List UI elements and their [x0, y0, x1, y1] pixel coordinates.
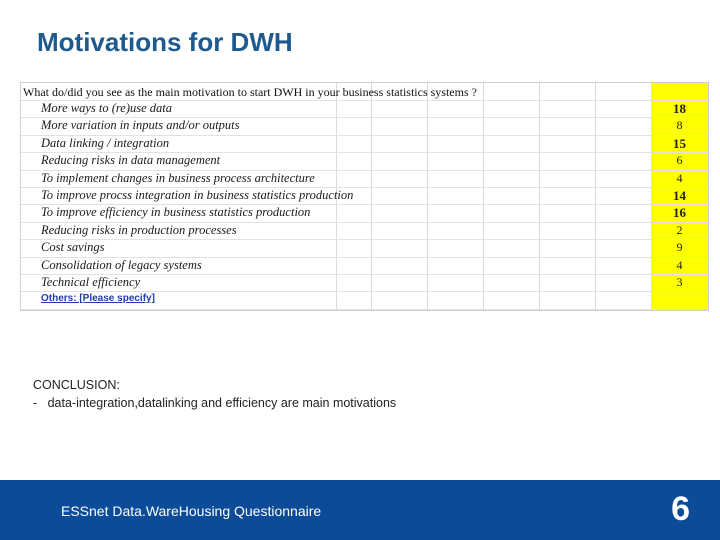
table-row-count: 18 — [673, 101, 686, 116]
survey-question: What do/did you see as the main motivation to start DWH in your business statistics systems ? — [23, 85, 477, 99]
conclusion-heading: CONCLUSION: — [33, 378, 120, 392]
table-row-label: Reducing risks in data management — [41, 153, 221, 168]
grid-line — [21, 309, 708, 310]
footer-text: ESSnet Data.WareHousing Questionnaire — [61, 503, 322, 519]
footer-bar — [0, 480, 720, 540]
table-row-label: Technical efficiency — [41, 275, 141, 289]
table-row-count: 9 — [676, 240, 683, 255]
table-row-label: To improve procss integration in business statistics production — [41, 188, 354, 202]
table-row-label: Others: [Please specify] — [41, 293, 155, 305]
conclusion-text: - data-integration,datalinking and efficiency are main motivations — [33, 396, 397, 410]
table-row-label: Reducing risks in production processes — [41, 222, 237, 237]
table-row-count: 8 — [676, 118, 683, 133]
grid-line — [21, 291, 708, 292]
table-row-count: 2 — [676, 222, 683, 237]
table-row-count: 4 — [676, 257, 683, 272]
conclusion-block — [33, 376, 396, 412]
table-row-label: Consolidation of legacy systems — [41, 257, 202, 272]
survey-table — [20, 82, 709, 311]
table-row-label: To implement changes in business process architecture — [41, 170, 315, 185]
table-row-count: 14 — [673, 188, 686, 203]
table-row-count: 15 — [673, 135, 686, 151]
page-number: 6 — [671, 490, 690, 528]
table-row-label: Data linking / integration — [41, 135, 170, 150]
table-row-count: 16 — [673, 205, 686, 221]
table-row-count: 4 — [676, 170, 683, 185]
slide-title: Motivations for DWH — [37, 27, 293, 57]
table-row-label: Cost savings — [41, 240, 105, 255]
table-row-label: More ways to (re)use data — [41, 101, 172, 115]
grid-line — [21, 239, 708, 240]
table-row-count: 3 — [676, 275, 683, 289]
table-row-label: To improve efficiency in business statistics production — [41, 205, 311, 220]
table-row-label: More variation in inputs and/or outputs — [41, 118, 240, 133]
table-row-count: 6 — [676, 153, 683, 168]
